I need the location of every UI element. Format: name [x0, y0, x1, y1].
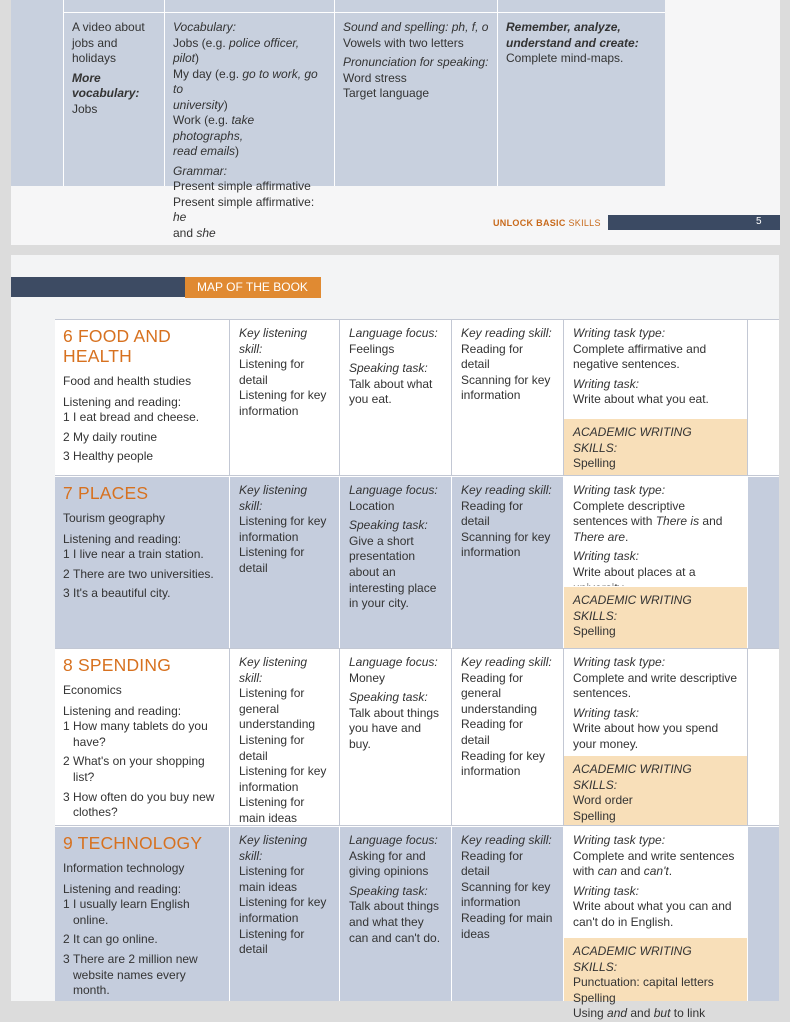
reading-item: Reading for detail [461, 498, 524, 529]
pronunciation-item: Target language [343, 86, 430, 100]
writing-cell [563, 477, 747, 648]
list-item: 2 There are two universities. [63, 566, 214, 581]
language-label: Language focus: [349, 326, 438, 340]
language-label: Language focus: [349, 483, 438, 497]
reading-label: Key reading skill: [461, 483, 552, 497]
academic-writing-skills [564, 418, 747, 475]
more-vocab-label: More [72, 70, 101, 85]
reading-item: Scanning for key information [461, 529, 551, 560]
writing-task-label: Writing task: [573, 705, 640, 720]
reading-label: Key reading skill: [461, 833, 552, 847]
unit-row [55, 319, 779, 476]
listening-item: Listening for key information [239, 514, 327, 544]
academic-writing-skills [564, 755, 747, 825]
reading-item: Reading for detail [461, 717, 524, 747]
lr-label: Listening and reading: [63, 881, 182, 896]
speaking-value: Talk about what you eat. [349, 376, 433, 407]
reading-cell [451, 649, 563, 825]
language-cell [339, 477, 451, 648]
lr-list [63, 897, 221, 999]
listening-label: Key listening skill: [239, 326, 308, 356]
blank-cell [747, 827, 779, 1001]
lr-list [63, 547, 221, 602]
footer-bar [608, 215, 780, 230]
unit-row [55, 648, 779, 826]
aws-item: Using and and but to link [573, 1006, 706, 1021]
language-value: Location [349, 498, 395, 513]
list-item: 2 What's on your shopping list? [63, 754, 205, 784]
language-cell [339, 827, 451, 1001]
more-vocab-value: Jobs [72, 101, 98, 116]
unit-title: 8 SPENDING [63, 655, 171, 675]
vocabulary-label: Vocabulary: [173, 20, 236, 34]
grammar-item: Present simple affirmative [173, 179, 311, 193]
unit-topic: Food and health studies [63, 374, 192, 388]
unlock-basic-skills-footer: UNLOCK BASIC SKILLS [493, 218, 601, 228]
unit-topic: Information technology [63, 861, 185, 875]
vocab-my-day: My day (e.g. go to work, go to university) [173, 66, 318, 112]
listening-item: Listening for main ideas [239, 795, 305, 825]
listening-cell [229, 320, 339, 475]
list-item: 1 I eat bread and cheese. [63, 410, 200, 425]
speaking-label: Speaking task: [349, 883, 428, 898]
writing-task-label: Writing task: [573, 883, 640, 898]
speaking-label: Speaking task: [349, 690, 428, 705]
aws-item: Spelling [573, 808, 616, 823]
writing-cell [563, 827, 747, 1021]
reading-item: Reading for general understanding [461, 670, 538, 716]
sound-column [334, 0, 497, 186]
aws-item: Spelling [573, 624, 616, 639]
listening-item: Listening for key information [239, 764, 327, 794]
speaking-value: Give a short presentation about an interesting place in your city. [349, 533, 437, 611]
language-cell [339, 320, 451, 475]
unit-title: 9 TECHNOLOGY [63, 833, 203, 853]
aws-item: Spelling [573, 456, 616, 471]
writing-task-label: Writing task: [573, 549, 640, 564]
pronunciation-label: Pronunciation for speaking: [343, 55, 489, 69]
writing-type-value: Complete and write sentences with can and can't. [573, 848, 735, 879]
critical-thinking-label: understand and create: [506, 35, 639, 50]
reading-cell [451, 477, 563, 648]
writing-type-label: Writing task type: [573, 833, 666, 847]
more-vocab-label: vocabulary: [72, 86, 140, 100]
reading-label: Key reading skill: [461, 326, 552, 340]
header-bar [11, 277, 185, 297]
reading-item: Reading for detail [461, 848, 524, 879]
writing-task-value: Write about places at a [573, 564, 696, 579]
writing-type-value: Complete descriptive sentences with There is and There are. [573, 498, 723, 544]
listening-item: Listening for detail [239, 357, 305, 387]
lr-label: Listening and reading: [63, 394, 182, 409]
speaking-label: Speaking task: [349, 361, 428, 376]
aws-label: ACADEMIC WRITING SKILLS: [573, 944, 692, 974]
grammar-item: Present simple affirmative: he and she [173, 194, 315, 240]
reading-item: Reading for detail [461, 341, 524, 372]
reading-item: Reading for main ideas [461, 910, 553, 941]
page-number: 5 [756, 216, 762, 227]
aws-item: Spelling [573, 990, 616, 1005]
language-label: Language focus: [349, 833, 438, 847]
grammar-label: Grammar: [173, 163, 227, 178]
reading-item: Scanning for key information [461, 879, 551, 910]
aws-label: ACADEMIC WRITING SKILLS: [573, 762, 692, 792]
listening-item: Listening for detail [239, 732, 305, 763]
writing-task-value: Write about how you spend your money. [573, 721, 719, 751]
speaking-label: Speaking task: [349, 518, 428, 533]
critical-thinking-column [497, 0, 665, 186]
unit-topic: Economics [63, 683, 122, 697]
writing-task-value: Write about what you can and can't do in English. [573, 899, 732, 929]
aws-label: ACADEMIC WRITING SKILLS: [573, 425, 692, 455]
reading-item: Reading for key information [461, 748, 546, 779]
writing-type-label: Writing task type: [573, 326, 666, 340]
listening-label: Key listening skill: [239, 655, 308, 685]
lr-list [63, 410, 221, 465]
unit-overview-cell [55, 649, 229, 825]
speaking-value: Talk about things and what they can and can't do. [349, 899, 441, 945]
academic-writing-skills [564, 937, 747, 1021]
list-item: 3 There are 2 million new website names every month. [63, 951, 198, 998]
critical-thinking-value: Complete mind-maps. [506, 51, 624, 65]
listening-label: Key listening skill: [239, 483, 308, 513]
lr-label: Listening and reading: [63, 531, 182, 546]
unit-row [55, 826, 779, 1021]
blank-cell [747, 649, 779, 825]
language-cell [339, 649, 451, 825]
list-item: 3 How often do you buy new clothes? [63, 789, 215, 820]
list-item: 1 I live near a train station. [63, 547, 204, 562]
unit-title: 6 FOOD AND HEALTH [63, 326, 171, 366]
language-value: Feelings [349, 341, 395, 356]
list-item: 3 Healthy people [63, 449, 154, 464]
reading-cell [451, 827, 563, 1001]
listening-item: Listening for key information [239, 388, 327, 418]
aws-label: ACADEMIC WRITING SKILLS: [573, 593, 692, 623]
listening-cell [229, 477, 339, 648]
writing-cell [563, 649, 747, 825]
language-value: Asking for and giving opinions [349, 848, 429, 879]
list-item: 3 It's a beautiful city. [63, 586, 171, 601]
lr-list [63, 719, 221, 821]
listening-item: Listening for key information [239, 895, 327, 925]
writing-type-label: Writing task type: [573, 655, 666, 669]
vocab-work: Work (e.g. take photographs, read emails) [173, 113, 255, 158]
unit-overview-cell [55, 320, 229, 475]
unit-row [55, 476, 779, 648]
unit-overview-cell [55, 477, 229, 648]
unit-overview-cell [55, 827, 229, 1001]
sound-label: Sound and spelling: ph, f, o [343, 20, 489, 34]
list-item: 2 It can go online. [63, 932, 158, 947]
reading-label: Key reading skill: [461, 655, 552, 669]
language-label: Language focus: [349, 655, 438, 669]
list-item: 2 My daily routine [63, 429, 158, 444]
bottom-page [11, 255, 779, 1021]
writing-task-label: Writing task: [573, 376, 640, 391]
listening-item: Listening for detail [239, 545, 305, 575]
speaking-value: Talk about things you have and buy. [349, 705, 440, 751]
writing-type-label: Writing task type: [573, 483, 666, 497]
listening-cell [229, 827, 339, 1001]
listening-item: Listening for general understanding [239, 686, 316, 732]
aws-item: Punctuation: capital letters [573, 975, 714, 990]
writing-task-value: Write about what you eat. [573, 392, 709, 407]
unit-topic: Tourism geography [63, 511, 166, 525]
language-value: Money [349, 670, 386, 685]
listening-item: Listening for detail [239, 926, 305, 957]
critical-thinking-label: Remember, analyze, [506, 20, 621, 34]
list-item: 1 I usually learn English online. [63, 897, 190, 927]
blank-cell [747, 477, 779, 648]
listening-label: Key listening skill: [239, 833, 308, 863]
academic-writing-skills [564, 586, 747, 648]
video-line: jobs and [72, 35, 118, 50]
video-column [63, 0, 164, 186]
listening-item: Listening for main ideas [239, 864, 305, 894]
unit-title: 7 PLACES [63, 483, 149, 503]
vocabulary-column [164, 0, 334, 240]
lr-label: Listening and reading: [63, 703, 182, 718]
top-page [11, 0, 780, 245]
reading-item: Scanning for key information [461, 372, 551, 403]
listening-cell [229, 649, 339, 825]
vocab-jobs: Jobs (e.g. police officer, pilot) [173, 35, 300, 65]
writing-type-value: Complete affirmative and negative sentences. [573, 341, 707, 372]
sound-value: Vowels with two letters [343, 35, 464, 50]
reading-cell [451, 320, 563, 475]
video-line: holidays [72, 51, 117, 65]
map-of-the-book-heading: MAP OF THE BOOK [185, 277, 321, 298]
blank-cell [747, 320, 779, 475]
video-line: A video about [72, 20, 145, 34]
writing-cell [563, 320, 747, 475]
writing-type-value: Complete and write descriptive sentences. [573, 670, 738, 701]
pronunciation-item: Word stress [343, 70, 407, 85]
list-item: 1 How many tablets do you have? [63, 719, 208, 749]
aws-item: Word order [573, 793, 633, 808]
